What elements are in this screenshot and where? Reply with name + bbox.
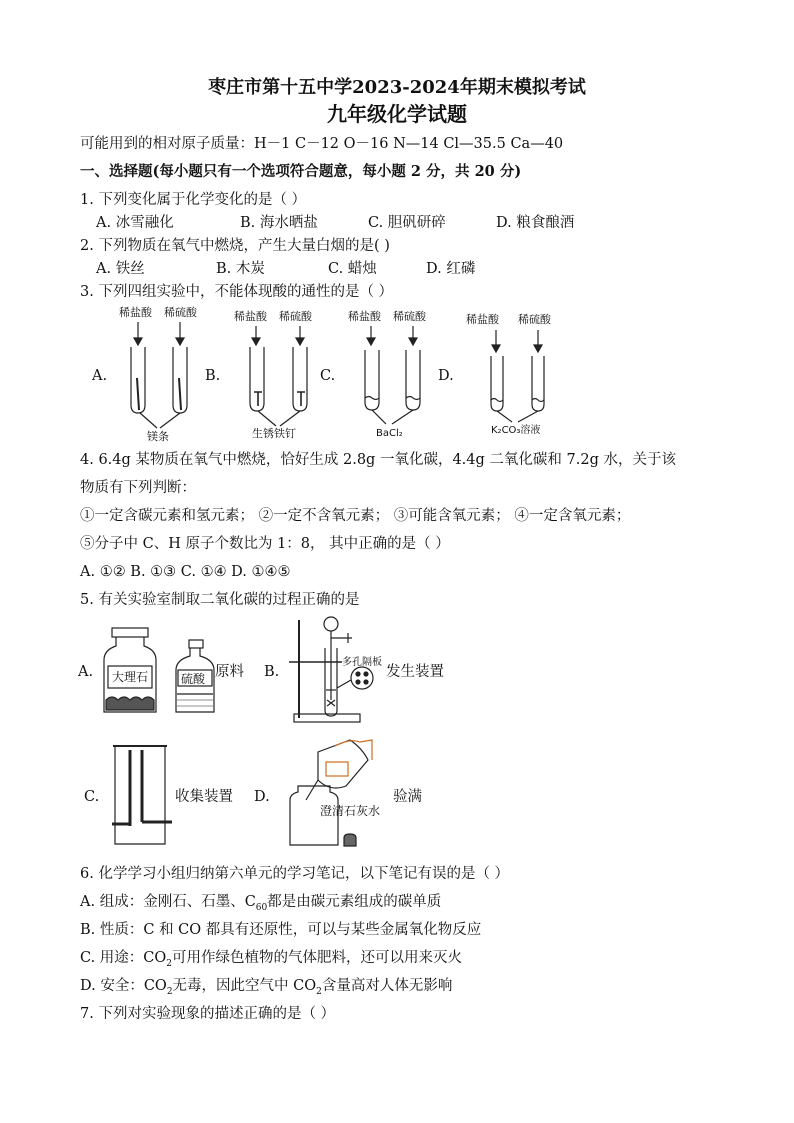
q4-line3: ①一定含碳元素和氢元素； ②一定不含氧元素； ③可能含氧元素； ④一定含氧元素； — [80, 508, 631, 524]
q3-stem: 3. 下列四组实验中，不能体现酸的通性的是（ ） — [80, 284, 394, 300]
q5-b-plate-hole3 — [356, 680, 360, 684]
q2-option-b: B. 木炭 — [216, 261, 265, 277]
q3-a-acid-left: 稀盐酸 — [119, 306, 152, 319]
q3-c-acid-right: 稀硫酸 — [393, 310, 426, 323]
q1-option-c: C. 胆矾研碎 — [368, 215, 446, 231]
q5-b-plate-pointer — [337, 680, 351, 688]
q2-option-a: A. 铁丝 — [96, 261, 145, 277]
q5-option-c-caption: 收集装置 — [175, 789, 233, 805]
q5-a-stopper2 — [189, 640, 203, 648]
q3-a-sample: 镁条 — [147, 430, 169, 443]
q5-a-label1-box — [108, 666, 152, 688]
q1-option-a: A. 冰雪融化 — [96, 215, 174, 231]
q3-d-acid-right: 稀硫酸 — [518, 313, 551, 326]
q5-b-funnel-bulb — [324, 617, 338, 631]
q4-line2: 物质有下列判断： — [80, 480, 196, 496]
q4-line1: 4. 6.4g 某物质在氧气中燃烧，恰好生成 2.8g 一氧化碳，4.4g 二氧化碳和 7.2g 水，关于该 — [80, 452, 676, 468]
q3-d-sample: K₂CO₃溶液 — [491, 425, 541, 436]
subject-title: 九年级化学试题 — [327, 102, 467, 126]
q5-d-bottle — [290, 786, 338, 845]
q2-stem: 2. 下列物质在氧气中燃烧，产生大量白烟的是( ) — [80, 238, 390, 254]
q5-option-d-letter: D. — [254, 789, 270, 805]
q5-a-marble — [106, 697, 154, 710]
q6-option-d-text3: 含量高对人体无影响 — [321, 978, 453, 994]
q5-c-bottle — [115, 746, 165, 844]
q6-option-d-text1: D. 安全：CO — [80, 978, 167, 994]
q5-b-plate-magnified — [351, 667, 373, 689]
school-title: 枣庄市第十五中学2023-2024年期末模拟考试 — [208, 77, 586, 98]
q5-b-plate-hole4 — [364, 680, 368, 684]
q6-option-d-sub1: 2 — [166, 986, 173, 997]
q2-option-d: D. 红磷 — [426, 261, 476, 277]
q3-option-b-letter: B. — [205, 368, 221, 384]
q4-options: A. ①② B. ①③ C. ①④ D. ①④⑤ — [80, 564, 291, 580]
q6-option-d-text2: 无毒，因此空气中 CO — [172, 978, 317, 994]
q6-option-d — [80, 976, 452, 1002]
q5-b-plate-label: 多孔隔板 — [342, 657, 382, 668]
q6-option-c-sub: 2 — [166, 958, 173, 969]
q5-a-bottle2-label: 硫酸 — [181, 672, 206, 686]
q5-option-b-letter: B. — [264, 664, 280, 680]
q3-b-acid-right: 稀硫酸 — [279, 310, 312, 323]
atomic-masses: 可能用到的相对原子质量：H－1 C－12 O－16 N—14 Cl—35.5 Ca—40 — [80, 136, 564, 152]
q6-option-a-sub: 60 — [255, 902, 268, 913]
q6-option-a — [80, 892, 441, 918]
q5-option-a-letter: A. — [78, 664, 94, 680]
q5-d-label: 澄清石灰水 — [320, 804, 381, 818]
q1-option-b: B. 海水晒盐 — [240, 215, 318, 231]
q5-option-a-caption: 原料 — [215, 664, 244, 680]
q1-stem: 1. 下列变化属于化学变化的是（ ） — [80, 192, 307, 208]
q5-d-reagent-label — [326, 762, 348, 776]
q6-option-a-text2: 都是由碳元素组成的碳单质 — [267, 894, 442, 910]
q5-a-bottle1-label: 大理石 — [112, 670, 149, 684]
q3-c-sample: BaCl₂ — [376, 428, 403, 439]
q3-option-d-letter: D. — [438, 368, 454, 384]
q3-option-a-letter: A. — [92, 368, 108, 384]
q5-d-stopper — [344, 834, 356, 846]
q3-a-acid-right: 稀硫酸 — [164, 306, 197, 319]
q4-line4: ⑤分子中 C、H 原子个数比为 1：8， 其中正确的是（ ） — [80, 536, 450, 552]
q3-c-acid-left: 稀盐酸 — [348, 310, 381, 323]
q7-stem: 7. 下列对实验现象的描述正确的是（ ） — [80, 1006, 336, 1022]
q3-d-acid-left: 稀盐酸 — [466, 313, 499, 326]
q5-b-plate-hole2 — [364, 672, 368, 676]
q5-option-b-caption: 发生装置 — [386, 664, 444, 680]
q6-option-d-sub2: 2 — [316, 986, 322, 997]
q6-option-a-text1: A. 组成：金刚石、石墨、C — [80, 894, 256, 910]
q5-stem: 5. 有关实验室制取二氧化碳的过程正确的是 — [80, 592, 360, 608]
section-heading: 一、选择题(每小题只有一个选项符合题意，每小题 2 分，共 20 分) — [80, 163, 522, 180]
q5-a-label2-box — [178, 670, 212, 686]
q5-option-c-letter: C. — [84, 789, 100, 805]
q3-b-acid-left: 稀盐酸 — [234, 310, 267, 323]
q5-option-d-caption: 验满 — [393, 789, 422, 805]
q6-stem: 6. 化学学习小组归纳第六单元的学习笔记，以下笔记有误的是（ ） — [80, 866, 510, 882]
q6-option-c — [80, 948, 462, 974]
q3-option-c-letter: C. — [320, 368, 336, 384]
q5-a-stopper1 — [112, 628, 148, 637]
q6-option-b: B. 性质：C 和 CO 都具有还原性，可以与某些金属氧化物反应 — [80, 922, 482, 938]
q5-b-plate-hole1 — [356, 672, 360, 676]
q5-a-bottle2 — [176, 648, 214, 712]
q1-option-d: D. 粮食酿酒 — [496, 215, 575, 231]
q3-b-sample: 生锈铁钉 — [252, 427, 296, 440]
q6-option-c-text1: C. 用途：CO — [80, 950, 167, 966]
q5-d-pour-stream — [306, 780, 318, 800]
q2-option-c: C. 蜡烛 — [328, 261, 377, 277]
q6-option-c-text2: 可用作绿色植物的气体肥料，还可以用来灭火 — [172, 950, 463, 966]
